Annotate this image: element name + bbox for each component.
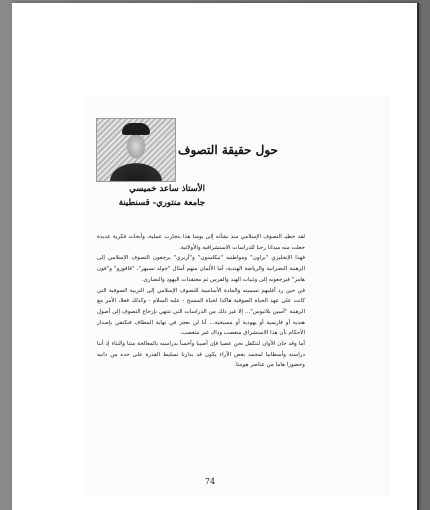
author-photo-hair [122, 123, 150, 135]
paragraph: أما وقد حان الأوان لنتكفل نحن عصيا فإن أصيبا وأخسأ بدراسته بالمعالجة متنا والبناء إذ أننا دراسته وأسطانيا لمحمد بعض الآراء يكون قد بدارنا تسليط القدرة على حده من دانيه وحضورا هاما من عناصر هويتنا. [97, 341, 305, 369]
author-affiliation: جامعة منتوري- قسنطينة [118, 198, 205, 208]
article-body [97, 232, 305, 371]
paragraph: لقد حظيـ التصوف الإسلامي منذ نشأته إلى يومنا هذا بتجارب عملية، وأبحاث فكرية عديدة جعلت منه ميدانا رحبا للدراسات الاستشراقية والأولائية. [97, 234, 305, 251]
page-number: 74 [204, 477, 216, 486]
author-photo [96, 118, 176, 182]
paragraph: فهذا الإنجليزي "براون" ومواطنيه "نيكلسون" و"آربري" يرجعون التصوف الإسلامي إلى الرهبنة النصرانية والرياضة الهندية، أما الألمان منهم أمثال "جولد تسيهر"، "فاقوزو" و"فون هامر" فيرجعونه إلى وثنيات الهند والفرس ثم معتقدات اليهود والنصارى. [97, 255, 305, 283]
author-name: الأستاذ ساعد خميسي [129, 184, 205, 194]
article-title: حول حقيقة التصوف [178, 143, 278, 157]
paragraph: في حين رد أغلبهم تسميته والمادة الأساسية للتصوف الإسلامي إلى التربية الصوفية التي كانت على عهد الحياة الصوفية هاكذا لحياة المسيح - عليه السلام - وكذلك فعلا، الأمر مع الرهبنة "أسين بلاثيوس"... إلا غير ذلك من الدراسات التي تنتهي بإرجاع التصوف إلى أصول هندية أو فارسية أو يهودية أو مسيحية... أنا لن نعجز في نهاية المطاف فنكتفي بإصدار الأحكام بأن هذا الاستشراق متعصب وذاك غير متعصب. [97, 287, 305, 337]
page-edge-shadow [417, 3, 419, 510]
